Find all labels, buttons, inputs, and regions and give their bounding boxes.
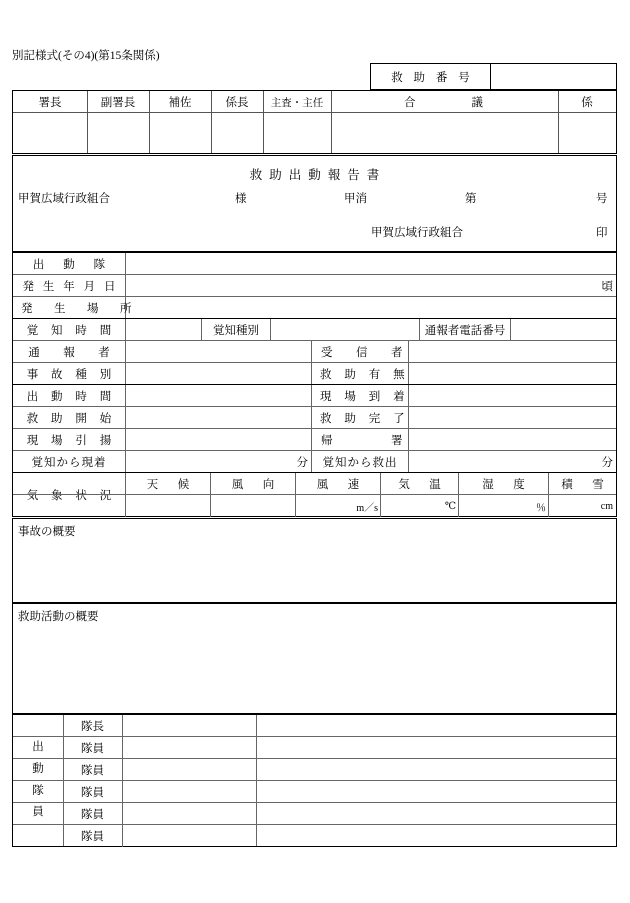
crew-role: 隊員 bbox=[63, 759, 123, 780]
approval-header-conference: 合 議 bbox=[404, 97, 485, 109]
value-accident-type[interactable] bbox=[126, 363, 311, 384]
row-dispatch-unit bbox=[13, 253, 616, 275]
label-scene-arrival: 現 場 到 着 bbox=[311, 385, 409, 406]
label-elapsed-to-arrival: 覚知から現着 bbox=[13, 451, 126, 472]
crew-name[interactable] bbox=[123, 715, 256, 736]
label-receiver: 受 信 者 bbox=[311, 341, 409, 362]
crew-role: 隊員 bbox=[63, 825, 123, 847]
label-caller: 通 報 者 bbox=[13, 341, 126, 362]
approval-cell-assistant[interactable] bbox=[149, 112, 211, 153]
weather-unit-snow: cm bbox=[600, 500, 613, 512]
crew-row bbox=[13, 715, 616, 737]
row-weather-values bbox=[13, 495, 616, 517]
value-return-station[interactable] bbox=[409, 429, 616, 450]
document-prefix: 甲消 bbox=[344, 193, 367, 205]
accident-summary-box[interactable] bbox=[12, 518, 617, 603]
row-weather-headers bbox=[13, 473, 616, 495]
crew-note[interactable] bbox=[257, 759, 616, 780]
label-elapsed-to-rescue: 覚知から救出 bbox=[311, 451, 409, 472]
row-occurrence-place bbox=[13, 297, 616, 319]
value-rescue-start[interactable] bbox=[126, 407, 311, 428]
crew-row bbox=[13, 737, 616, 759]
crew-name[interactable] bbox=[123, 803, 256, 824]
report-title-block bbox=[12, 155, 617, 252]
document-number-suffix: 号 bbox=[596, 193, 608, 205]
label-caller-phone: 通報者電話番号 bbox=[419, 319, 511, 340]
value-caller[interactable] bbox=[126, 341, 311, 362]
crew-row bbox=[13, 759, 616, 781]
label-scene-departure: 現 場 引 揚 bbox=[13, 429, 126, 450]
crew-name[interactable] bbox=[123, 759, 256, 780]
approval-header-section-head: 係長 bbox=[225, 97, 249, 109]
crew-note[interactable] bbox=[257, 803, 616, 824]
weather-value-sky[interactable] bbox=[126, 495, 211, 517]
row-notification-time bbox=[13, 319, 616, 341]
weather-value-wind-dir[interactable] bbox=[211, 495, 296, 517]
row-elapsed-times bbox=[13, 451, 616, 473]
crew-note[interactable] bbox=[257, 825, 616, 847]
report-title: 救助出動報告書 bbox=[249, 168, 387, 182]
crew-role: 隊員 bbox=[63, 781, 123, 802]
unit-elapsed-to-arrival: 分 bbox=[296, 456, 308, 469]
weather-header-humidity: 湿 度 bbox=[459, 473, 549, 494]
approval-cell-conference[interactable] bbox=[331, 112, 558, 153]
approval-cell-inspector[interactable] bbox=[263, 112, 331, 153]
document-number-label: 第 bbox=[465, 193, 477, 205]
crew-row bbox=[13, 781, 616, 803]
value-elapsed-to-arrival[interactable] bbox=[126, 451, 296, 472]
approval-header-assistant: 補佐 bbox=[168, 97, 192, 109]
approval-table bbox=[12, 90, 617, 154]
crew-row bbox=[13, 803, 616, 825]
value-scene-arrival[interactable] bbox=[409, 385, 616, 406]
approval-cell-section-head[interactable] bbox=[211, 112, 263, 153]
crew-role: 隊長 bbox=[63, 715, 123, 736]
row-caller-receiver bbox=[13, 341, 616, 363]
crew-name[interactable] bbox=[123, 781, 256, 802]
row-accident-type bbox=[13, 363, 616, 385]
approval-header-deputy: 副署長 bbox=[100, 97, 136, 109]
label-return-station: 帰 署 bbox=[311, 429, 409, 450]
row-rescue-start-end bbox=[13, 407, 616, 429]
approval-header-chief: 署長 bbox=[38, 97, 62, 109]
weather-header-wind-dir: 風 向 bbox=[211, 473, 296, 494]
weather-header-wind-speed: 風 速 bbox=[296, 473, 381, 494]
crew-note[interactable] bbox=[257, 715, 616, 736]
approval-header-inspector: 主査・主任 bbox=[270, 97, 324, 109]
approval-cell-clerk[interactable] bbox=[558, 112, 616, 153]
rescue-activity-summary-box[interactable] bbox=[12, 603, 617, 714]
crew-name[interactable] bbox=[123, 737, 256, 758]
issuer-seal: 印 bbox=[596, 227, 608, 239]
weather-header-sky: 天 候 bbox=[126, 473, 211, 494]
rescue-number-label: 救 助 番 号 bbox=[371, 64, 491, 89]
crew-row bbox=[13, 825, 616, 847]
crew-table bbox=[12, 714, 617, 847]
value-dispatch-unit[interactable] bbox=[126, 253, 616, 274]
value-elapsed-to-rescue[interactable] bbox=[409, 451, 601, 472]
value-scene-departure[interactable] bbox=[126, 429, 311, 450]
value-rescue-presence[interactable] bbox=[409, 363, 616, 384]
row-scene-departure-return bbox=[13, 429, 616, 451]
approval-cell-chief[interactable] bbox=[13, 112, 87, 153]
weather-header-temperature: 気 温 bbox=[381, 473, 459, 494]
value-receiver[interactable] bbox=[409, 341, 616, 362]
value-occurrence-place[interactable] bbox=[126, 297, 616, 318]
issuer-organization: 甲賀広域行政組合 bbox=[371, 227, 463, 239]
rescue-activity-summary-text[interactable] bbox=[18, 628, 611, 709]
value-notification-type[interactable] bbox=[271, 319, 419, 340]
accident-summary-caption: 事故の概要 bbox=[18, 526, 76, 538]
weather-unit-wind-speed: m／s bbox=[356, 502, 378, 514]
value-notification-time[interactable] bbox=[126, 319, 201, 340]
weather-unit-humidity: ％ bbox=[536, 502, 546, 514]
label-accident-type: 事 故 種 別 bbox=[13, 363, 126, 384]
weather-header-snow: 積 雪 bbox=[561, 478, 608, 491]
value-dispatch-time[interactable] bbox=[126, 385, 311, 406]
crew-side-label-char-4: 員 bbox=[32, 806, 44, 819]
value-occurrence-date[interactable] bbox=[126, 275, 604, 296]
label-occurrence-place: 発 生 場 所 bbox=[13, 297, 126, 318]
unit-elapsed-to-rescue: 分 bbox=[601, 456, 613, 469]
main-data-grid bbox=[12, 252, 617, 517]
addressee-organization: 甲賀広域行政組合 bbox=[18, 193, 110, 205]
label-occurrence-date: 発 生 年 月 日 bbox=[13, 275, 126, 296]
label-rescue-presence: 救 助 有 無 bbox=[311, 363, 409, 384]
form-number-label: 別記様式(その4)(第15条関係) bbox=[12, 50, 160, 62]
rescue-number-value[interactable] bbox=[493, 64, 616, 89]
suffix-approximately: 頃 bbox=[601, 280, 613, 293]
crew-role: 隊員 bbox=[63, 803, 123, 824]
addressee-honorific: 様 bbox=[235, 193, 247, 205]
value-caller-phone[interactable] bbox=[511, 319, 616, 340]
label-rescue-complete: 救 助 完 了 bbox=[311, 407, 409, 428]
crew-side-label-char-1: 出 bbox=[32, 740, 44, 753]
crew-side-label-char-2: 動 bbox=[32, 762, 44, 775]
row-dispatch-arrival-time bbox=[13, 385, 616, 407]
rescue-activity-summary-caption: 救助活動の概要 bbox=[18, 611, 99, 623]
approval-cell-deputy[interactable] bbox=[87, 112, 149, 153]
label-dispatch-time: 出 動 時 間 bbox=[13, 385, 126, 406]
label-dispatch-unit: 出 動 隊 bbox=[13, 253, 126, 274]
approval-header-clerk: 係 bbox=[581, 97, 593, 109]
crew-role: 隊員 bbox=[63, 737, 123, 758]
label-notification-time: 覚 知 時 間 bbox=[13, 319, 126, 340]
crew-name[interactable] bbox=[123, 825, 256, 847]
accident-summary-text[interactable] bbox=[18, 543, 611, 598]
value-rescue-complete[interactable] bbox=[409, 407, 616, 428]
crew-side-label-char-3: 隊 bbox=[32, 784, 44, 797]
crew-note[interactable] bbox=[257, 781, 616, 802]
label-rescue-start: 救 助 開 始 bbox=[13, 407, 126, 428]
crew-note[interactable] bbox=[257, 737, 616, 758]
label-weather-conditions: 気 象 状 況 bbox=[13, 473, 126, 517]
row-occurrence-date bbox=[13, 275, 616, 297]
weather-unit-temperature: ℃ bbox=[444, 500, 456, 512]
label-notification-type: 覚知種別 bbox=[201, 319, 271, 340]
